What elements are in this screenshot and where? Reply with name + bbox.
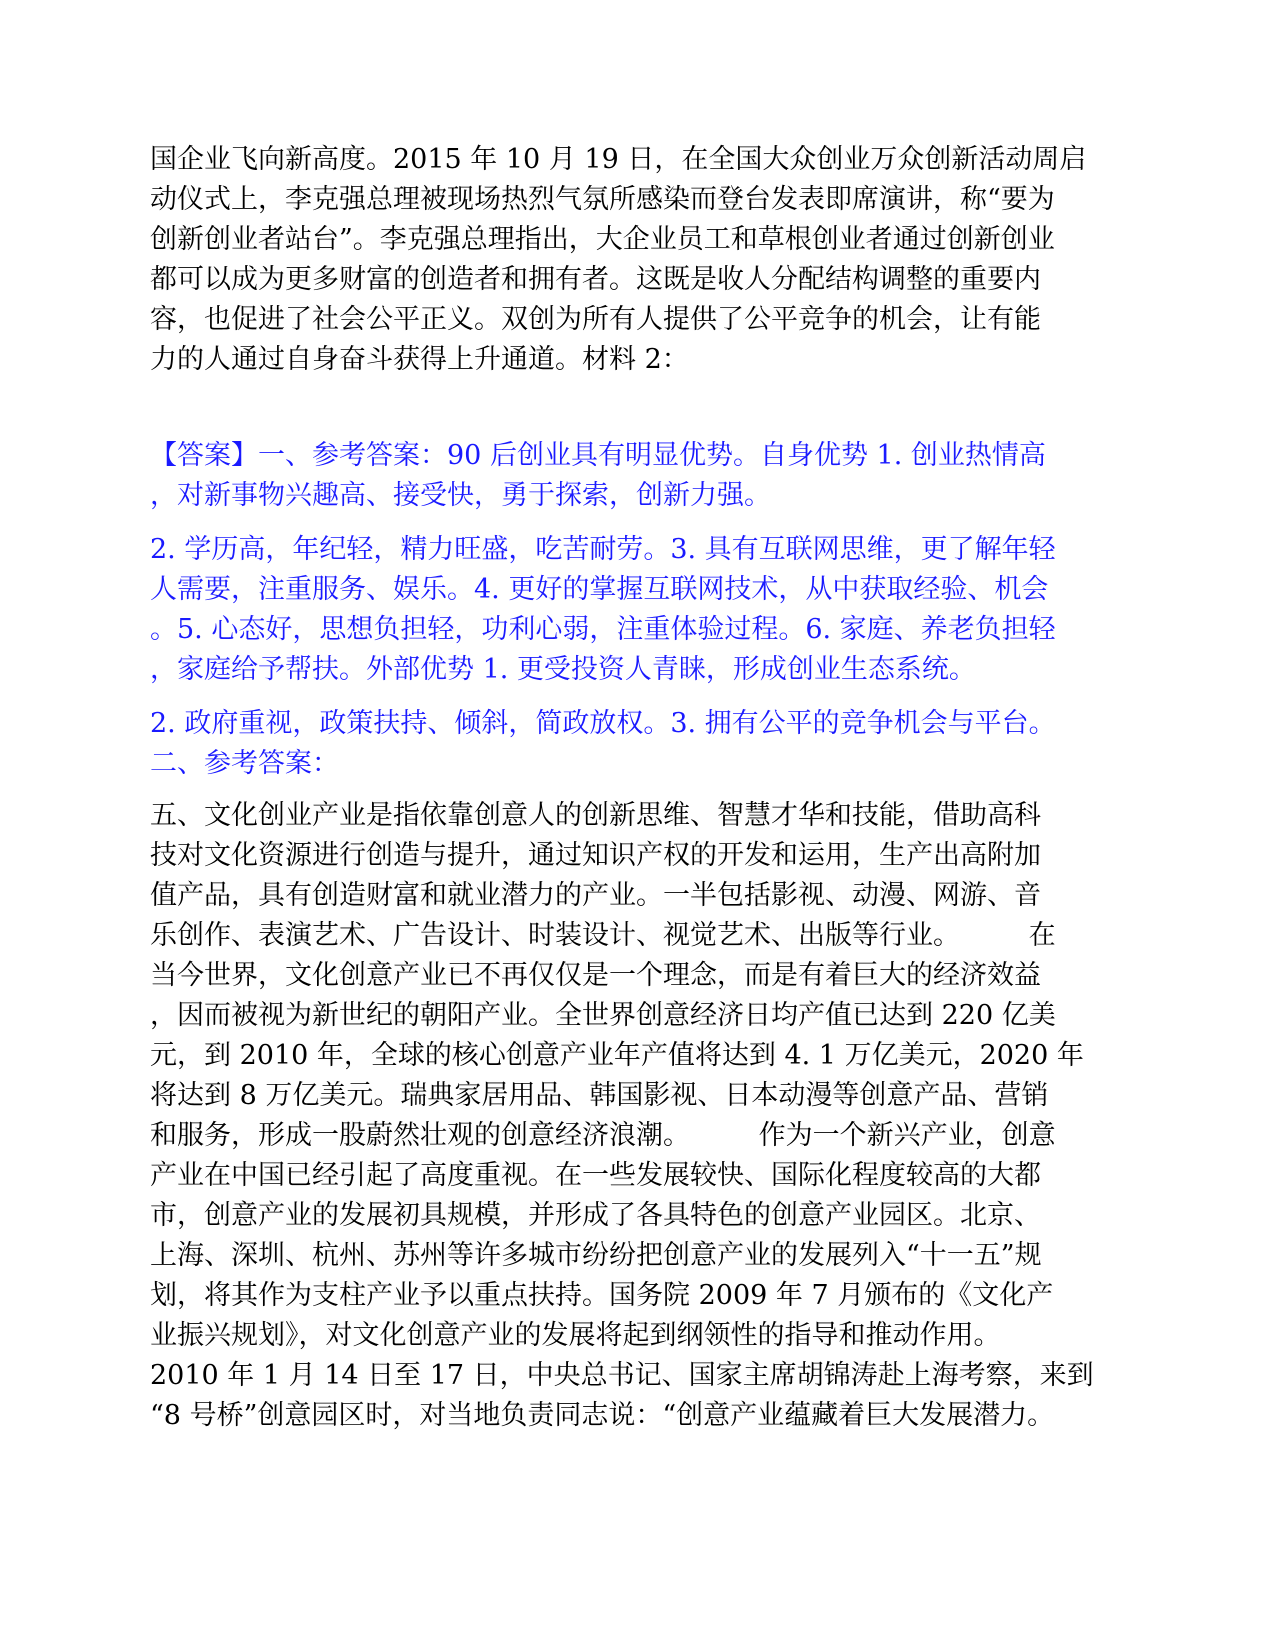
paragraph-line: ，因而被视为新世纪的朝阳产业。全世界创意经济日均产值已达到 220 亿美: [150, 1000, 1056, 1031]
paragraph-line: 都可以成为更多财富的创造者和拥有者。这既是收人分配结构调整的重要内: [150, 264, 1041, 295]
paragraph-line: 值产品，具有创造财富和就业潜力的产业。一半包括影视、动漫、网游、音: [150, 880, 1041, 911]
paragraph-line: 技对文化资源进行创造与提升，通过知识产权的开发和运用，生产出高附加: [150, 840, 1041, 871]
answer-line: 【答案】一、参考答案：90 后创业具有明显优势。自身优势 1. 创业热情高: [150, 440, 1046, 471]
paragraph-line: 划，将其作为支柱产业予以重点扶持。国务院 2009 年 7 月颁布的《文化产: [150, 1280, 1054, 1311]
paragraph-line: 2010 年 1 月 14 日至 17 日，中央总书记、国家主席胡锦涛赴上海考察，来到: [150, 1360, 1094, 1391]
paragraph-line: 乐创作、表演艺术、广告设计、时装设计、视觉艺术、出版等行业。 在: [150, 920, 1056, 951]
answer-line: 2. 政府重视，政策扶持、倾斜，简政放权。3. 拥有公平的竞争机会与平台。: [150, 708, 1056, 739]
answer-line: 二、参考答案：: [150, 748, 339, 779]
answer-line: 2. 学历高，年纪轻，精力旺盛，吃苦耐劳。3. 具有互联网思维，更了解年轻: [150, 534, 1056, 565]
paragraph-line: 和服务，形成一股蔚然壮观的创意经济浪潮。 作为一个新兴产业，创意: [150, 1120, 1056, 1151]
paragraph-line: 五、文化创业产业是指依靠创意人的创新思维、智慧才华和技能，借助高科: [150, 800, 1041, 831]
paragraph-line: 创新创业者站台”。李克强总理指出，大企业员工和草根创业者通过创新创业: [150, 224, 1055, 255]
paragraph-line: 产业在中国已经引起了高度重视。在一些发展较快、国际化程度较高的大都: [150, 1160, 1041, 1191]
answer-line: ，对新事物兴趣高、接受快，勇于探索，创新力强。: [150, 480, 771, 511]
paragraph-line: “8 号桥”创意园区时，对当地负责同志说：“创意产业蕴藏着巨大发展潜力。: [150, 1400, 1055, 1431]
paragraph-line: 市，创意产业的发展初具规模，并形成了各具特色的创意产业园区。北京、: [150, 1200, 1041, 1231]
paragraph-line: 容，也促进了社会公平正义。双创为所有人提供了公平竞争的机会，让有能: [150, 304, 1041, 335]
paragraph-line: 上海、深圳、杭州、苏州等许多城市纷纷把创意产业的发展列入“十一五”规: [150, 1240, 1042, 1271]
answer-line: 人需要，注重服务、娱乐。4. 更好的掌握互联网技术，从中获取经验、机会: [150, 574, 1049, 605]
answer-line: ，家庭给予帮扶。外部优势 1. 更受投资人青睐，形成创业生态系统。: [150, 654, 976, 685]
paragraph-line: 业振兴规划》，对文化创意产业的发展将起到纲领性的指导和推动作用。: [150, 1320, 1001, 1351]
paragraph-line: 国企业飞向新高度。2015 年 10 月 19 日，在全国大众创业万众创新活动周启: [150, 144, 1087, 175]
paragraph-line: 动仪式上，李克强总理被现场热烈气氛所感染而登台发表即席演讲，称“要为: [150, 184, 1055, 215]
paragraph-line: 力的人通过自身奋斗获得上升通道。材料 2：: [150, 344, 689, 375]
answer-line: 。5. 心态好，思想负担轻，功利心弱，注重体验过程。6. 家庭、养老负担轻: [150, 614, 1056, 645]
paragraph-line: 将达到 8 万亿美元。瑞典家居用品、韩国影视、日本动漫等创意产品、营销: [150, 1080, 1049, 1111]
paragraph-line: 元，到 2010 年，全球的核心创意产业年产值将达到 4. 1 万亿美元，2020 年: [150, 1040, 1084, 1071]
paragraph-line: 当今世界，文化创意产业已不再仅仅是一个理念，而是有着巨大的经济效益: [150, 960, 1041, 991]
